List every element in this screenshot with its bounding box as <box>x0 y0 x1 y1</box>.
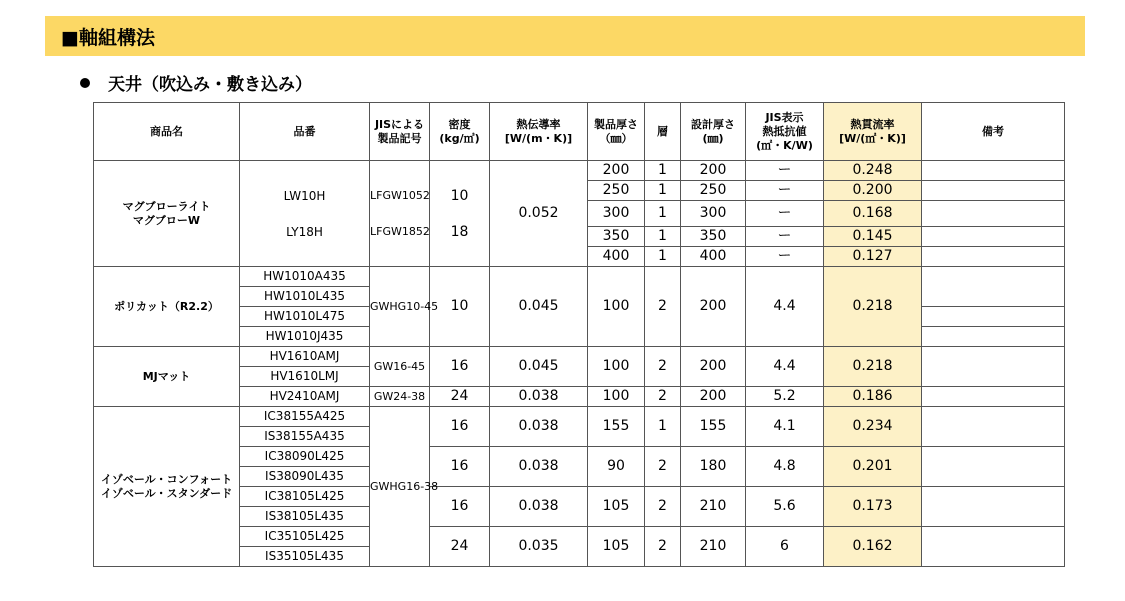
thermal-resistance: 5.2 <box>746 387 824 407</box>
design-thickness: 200 <box>681 267 746 347</box>
density: 16 <box>430 347 490 387</box>
section-title: ■軸組構法 <box>61 26 155 49</box>
product-name: イゾベール・コンフォート イゾベール・スタンダード <box>94 407 240 567</box>
product-thickness: 155 <box>588 407 645 447</box>
header-line: 製品厚さ <box>594 117 638 131</box>
table-row <box>94 347 1065 367</box>
conductivity: 0.035 <box>490 527 588 567</box>
thermal-resistance: 5.6 <box>746 487 824 527</box>
product-name: ポリカット（R2.2） <box>94 267 240 347</box>
header-line: 密度 <box>448 117 471 131</box>
header-u-value <box>824 103 922 161</box>
density: 16 <box>430 407 490 447</box>
design-thickness: 210 <box>681 527 746 567</box>
conductivity: 0.038 <box>490 387 588 407</box>
header-product-name <box>94 103 240 161</box>
part-number: IC35105L425 <box>240 527 370 547</box>
product-thickness: 300 <box>588 201 645 227</box>
header-line: [W/(㎡・K)] <box>839 131 906 145</box>
u-value: 0.127 <box>824 247 922 267</box>
spec-table <box>93 102 1065 567</box>
header-line: 設計厚さ <box>691 117 735 131</box>
density: 24 <box>430 387 490 407</box>
thermal-resistance: 4.4 <box>746 347 824 387</box>
thermal-resistance: ー <box>746 227 824 247</box>
layers: 1 <box>645 247 681 267</box>
density: 16 <box>430 447 490 487</box>
layers: 1 <box>645 201 681 227</box>
thermal-resistance: ー <box>746 161 824 181</box>
u-value: 0.186 <box>824 387 922 407</box>
product-thickness: 250 <box>588 181 645 201</box>
conductivity: 0.045 <box>490 347 588 387</box>
u-value: 0.248 <box>824 161 922 181</box>
part-number: HV2410AMJ <box>240 387 370 407</box>
part-number: HW1010J435 <box>240 327 370 347</box>
layers: 2 <box>645 487 681 527</box>
density: 16 <box>430 487 490 527</box>
notes-cell <box>922 227 1065 247</box>
thermal-resistance: ー <box>746 201 824 227</box>
header-conductivity <box>490 103 588 161</box>
table-row <box>94 387 1065 407</box>
header-line: 商品名 <box>150 124 183 138</box>
product-thickness: 100 <box>588 387 645 407</box>
design-thickness: 300 <box>681 201 746 227</box>
header-line: 熱伝導率 <box>516 117 561 131</box>
product-thickness: 105 <box>588 527 645 567</box>
subtitle-text: 天井（吹込み・敷き込み） <box>108 75 312 95</box>
u-value: 0.200 <box>824 181 922 201</box>
header-line: (㎡・K/W) <box>756 138 813 152</box>
notes-cell <box>922 447 1065 487</box>
design-thickness: 210 <box>681 487 746 527</box>
u-value: 0.234 <box>824 407 922 447</box>
part-number: HV1610LMJ <box>240 367 370 387</box>
conductivity: 0.038 <box>490 487 588 527</box>
product-name: MJマット <box>94 347 240 407</box>
layers: 1 <box>645 227 681 247</box>
part-numbers: LW10H LY18H <box>240 161 370 267</box>
notes-cell <box>922 407 1065 447</box>
header-line: 熱抵抗値 <box>762 124 807 138</box>
u-value: 0.168 <box>824 201 922 227</box>
layers: 2 <box>645 527 681 567</box>
product-thickness: 100 <box>588 267 645 347</box>
thermal-resistance: ー <box>746 247 824 267</box>
notes-cell <box>922 387 1065 407</box>
thermal-resistance: ー <box>746 181 824 201</box>
part-number: IS38090L435 <box>240 467 370 487</box>
header-line: JISによる <box>374 117 425 131</box>
u-value: 0.173 <box>824 487 922 527</box>
thermal-resistance: 4.4 <box>746 267 824 347</box>
bullet-icon <box>80 78 90 88</box>
header-line: （㎜） <box>599 131 633 145</box>
design-thickness: 250 <box>681 181 746 201</box>
part-number: IC38155A425 <box>240 407 370 427</box>
design-thickness: 200 <box>681 387 746 407</box>
product-name: マグブローライト マグブローW <box>94 161 240 267</box>
header-notes <box>922 103 1065 161</box>
design-thickness: 200 <box>681 161 746 181</box>
density: 10 18 <box>430 161 490 267</box>
part-number: HW1010L435 <box>240 287 370 307</box>
header-line: JIS表示 <box>765 110 804 124</box>
design-thickness: 180 <box>681 447 746 487</box>
layers: 2 <box>645 387 681 407</box>
density: 24 <box>430 527 490 567</box>
part-number: IS38155A435 <box>240 427 370 447</box>
header-line: 熱貫流率 <box>850 117 895 131</box>
header-row <box>94 103 1065 161</box>
notes-cell <box>922 247 1065 267</box>
thermal-resistance: 4.1 <box>746 407 824 447</box>
part-number: HW1010L475 <box>240 307 370 327</box>
u-value: 0.218 <box>824 347 922 387</box>
header-line: [W/(m・K)] <box>504 131 573 145</box>
design-thickness: 400 <box>681 247 746 267</box>
header-part-number <box>240 103 370 161</box>
header-layers <box>645 103 681 161</box>
header-jis-symbol <box>370 103 430 161</box>
header-line: 品番 <box>293 124 316 138</box>
jis-symbol: GW16-45 <box>370 347 430 387</box>
header-line: 製品記号 <box>377 131 422 145</box>
header-product-thickness <box>588 103 645 161</box>
product-thickness: 200 <box>588 161 645 181</box>
table-row <box>94 407 1065 427</box>
header-line: 層 <box>657 124 668 138</box>
layers: 2 <box>645 347 681 387</box>
u-value: 0.218 <box>824 267 922 347</box>
table-row <box>94 527 1065 547</box>
conductivity: 0.038 <box>490 407 588 447</box>
design-thickness: 200 <box>681 347 746 387</box>
notes-cell <box>922 201 1065 227</box>
notes-cell <box>922 327 1065 347</box>
table-row <box>94 267 1065 287</box>
notes-cell <box>922 487 1065 527</box>
layers: 1 <box>645 407 681 447</box>
u-value: 0.162 <box>824 527 922 567</box>
jis-symbol: GWHG10-45 <box>370 267 430 347</box>
product-thickness: 105 <box>588 487 645 527</box>
part-number: IC38105L425 <box>240 487 370 507</box>
table-row <box>94 161 1065 181</box>
layers: 2 <box>645 447 681 487</box>
layers: 1 <box>645 161 681 181</box>
part-number: IC38090L425 <box>240 447 370 467</box>
u-value: 0.145 <box>824 227 922 247</box>
product-thickness: 100 <box>588 347 645 387</box>
notes-cell <box>922 347 1065 387</box>
part-number: IS35105L435 <box>240 547 370 567</box>
layers: 1 <box>645 181 681 201</box>
jis-symbols: LFGW1052 LFGW1852 <box>370 161 430 267</box>
section-banner <box>45 16 1085 56</box>
jis-symbol: GW24-38 <box>370 387 430 407</box>
table-row <box>94 487 1065 507</box>
conductivity: 0.045 <box>490 267 588 347</box>
part-number: HW1010A435 <box>240 267 370 287</box>
u-value: 0.201 <box>824 447 922 487</box>
density: 10 <box>430 267 490 347</box>
product-thickness: 90 <box>588 447 645 487</box>
product-thickness: 350 <box>588 227 645 247</box>
notes-cell <box>922 307 1065 327</box>
design-thickness: 155 <box>681 407 746 447</box>
thermal-resistance: 6 <box>746 527 824 567</box>
part-number: HV1610AMJ <box>240 347 370 367</box>
thermal-resistance: 4.8 <box>746 447 824 487</box>
part-number: IS38105L435 <box>240 507 370 527</box>
notes-cell <box>922 161 1065 181</box>
notes-cell <box>922 267 1065 307</box>
conductivity: 0.038 <box>490 447 588 487</box>
header-line: (kg/㎥) <box>439 131 480 145</box>
header-line: (㎜) <box>702 131 724 145</box>
header-density <box>430 103 490 161</box>
header-thermal-resistance <box>746 103 824 161</box>
product-thickness: 400 <box>588 247 645 267</box>
table-row <box>94 447 1065 467</box>
header-design-thickness <box>681 103 746 161</box>
layers: 2 <box>645 267 681 347</box>
jis-symbol: GWHG16-38 <box>370 407 430 567</box>
notes-cell <box>922 527 1065 567</box>
notes-cell <box>922 181 1065 201</box>
subtitle <box>80 70 312 95</box>
conductivity: 0.052 <box>490 161 588 267</box>
design-thickness: 350 <box>681 227 746 247</box>
header-line: 備考 <box>982 124 1004 138</box>
